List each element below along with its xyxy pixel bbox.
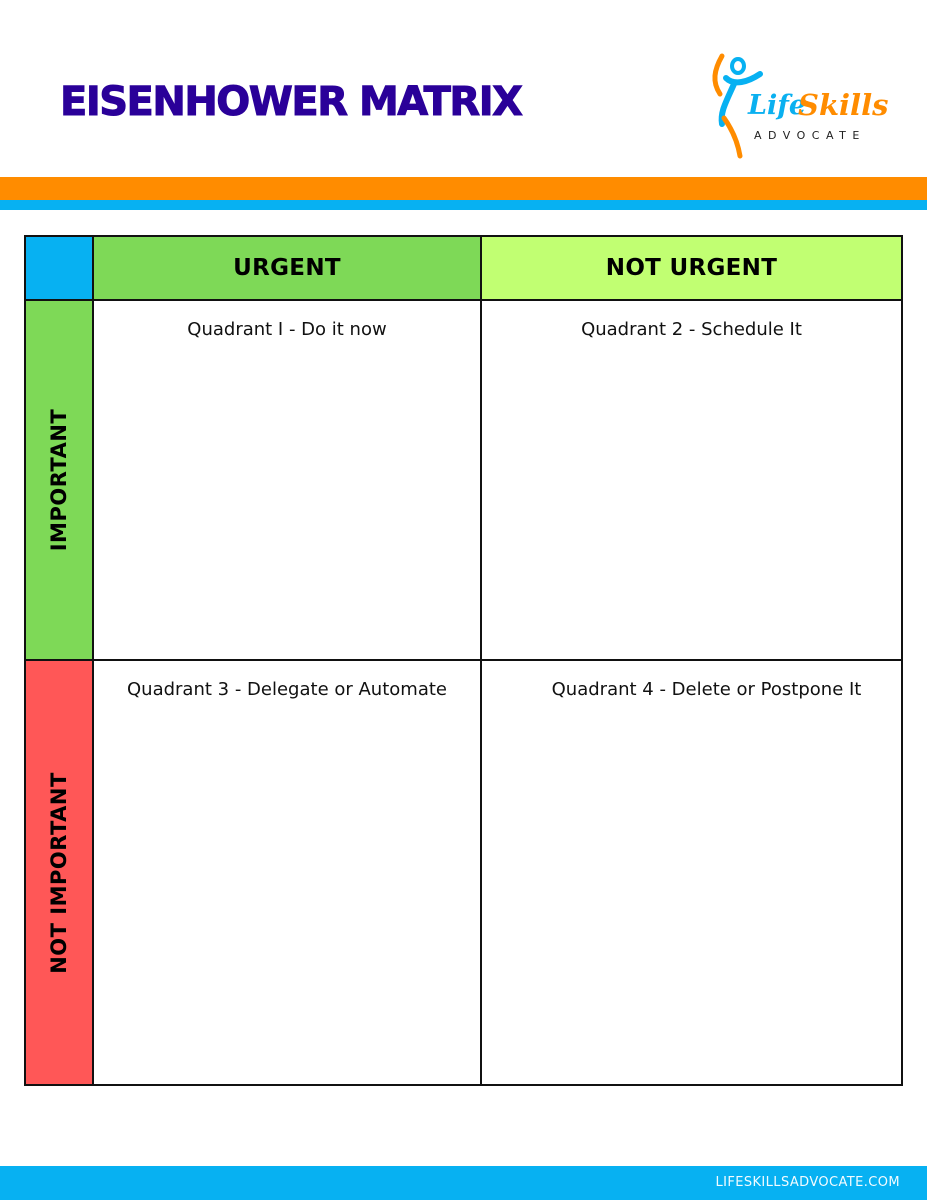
footer-website-link[interactable]: LIFESKILLSADVOCATE.COM [715, 1175, 900, 1190]
column-header-not-urgent [482, 237, 901, 301]
orange-divider-stripe [0, 177, 927, 200]
logo-word-skills: Skills [798, 88, 889, 122]
quadrant-title: Quadrant 4 - Delete or Postpone It [551, 679, 862, 700]
footer-band [0, 1166, 927, 1200]
column-header-label: NOT URGENT [605, 255, 778, 281]
row-header-label: NOT IMPORTANT [47, 771, 71, 974]
quadrant-3[interactable] [94, 661, 482, 1084]
column-header-label: URGENT [233, 255, 341, 281]
page-title: EISENHOWER MATRIX [60, 79, 522, 125]
row-header-important [26, 301, 94, 661]
quadrant-title: Quadrant 2 - Schedule It [581, 319, 802, 340]
eisenhower-matrix [24, 235, 903, 1086]
quadrant-2[interactable] [482, 301, 901, 661]
row-header-not-important [26, 661, 94, 1084]
column-header-urgent [94, 237, 482, 301]
corner-cell [26, 237, 94, 301]
logo-tagline: ADVOCATE [754, 129, 866, 142]
row-header-label: IMPORTANT [47, 408, 71, 552]
quadrant-title: Quadrant 3 - Delegate or Automate [127, 679, 447, 700]
logo-word-life: Life [748, 90, 807, 121]
logo [708, 52, 888, 162]
blue-divider-stripe [0, 200, 927, 210]
quadrant-title: Quadrant I - Do it now [187, 319, 387, 340]
quadrant-4[interactable] [482, 661, 901, 1084]
quadrant-1[interactable] [94, 301, 482, 661]
